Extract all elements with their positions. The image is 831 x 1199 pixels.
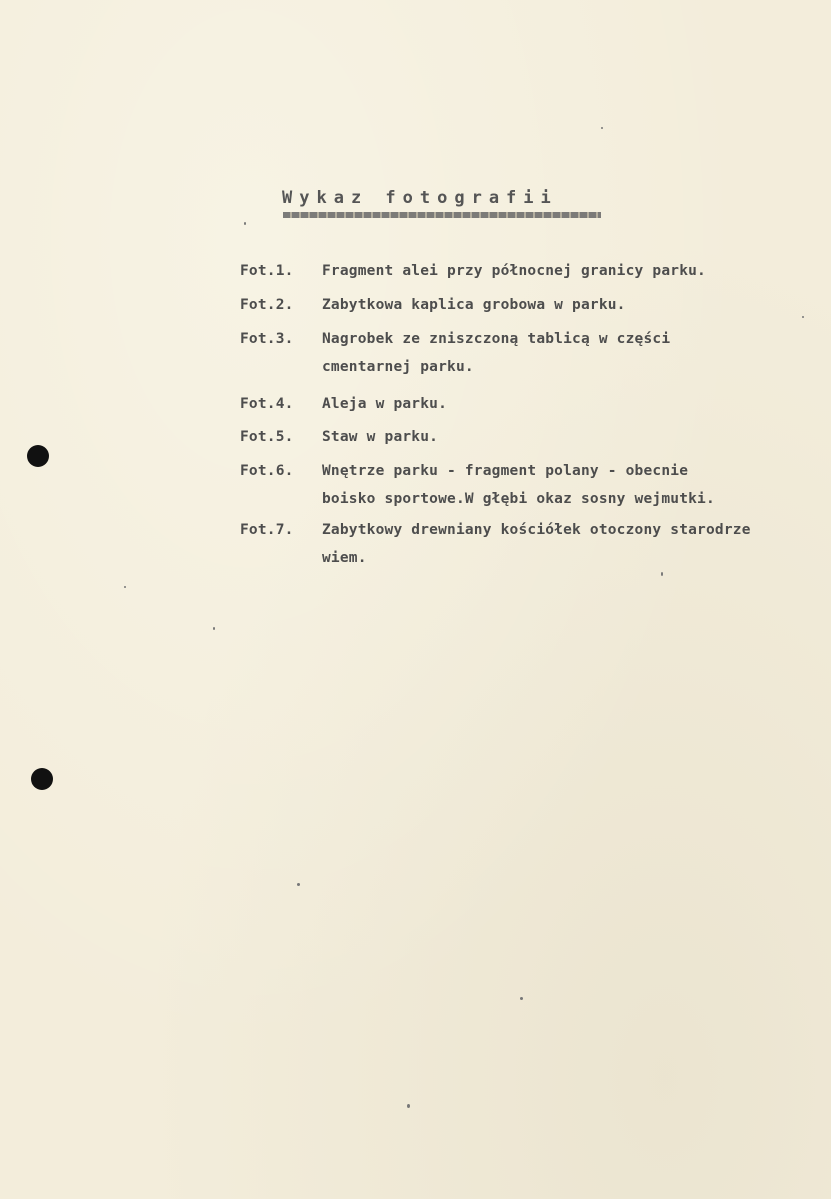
document-title: Wykaz fotografii [282, 188, 558, 208]
punch-hole [31, 768, 53, 790]
paper-speck [802, 316, 804, 318]
photo-list-item [240, 516, 751, 572]
photo-number: Fot.7. [240, 522, 294, 538]
photo-description: Fragment alei przy północnej granicy parku. [322, 263, 706, 279]
photo-list-item [240, 423, 438, 451]
photo-list-item [240, 291, 626, 319]
paper-speck [244, 222, 246, 225]
photo-list-item [240, 257, 706, 285]
photo-description: Staw w parku. [322, 429, 439, 445]
photo-number: Fot.2. [240, 297, 294, 313]
photo-description: Aleja w parku. [322, 396, 448, 412]
title-underline [283, 212, 601, 218]
paper-speck [297, 883, 300, 886]
paper-speck [213, 627, 215, 630]
photo-number: Fot.4. [240, 396, 294, 412]
photo-description: Wnętrze parku - fragment polany - obecnie boisko sportowe.W głębi okaz sosny wejmutki. [322, 463, 715, 507]
photo-list-item [240, 325, 670, 381]
photo-list-item [240, 390, 447, 418]
photo-number: Fot.1. [240, 263, 294, 279]
photo-description: Nagrobek ze zniszczoną tablicą w części cmentarnej parku. [322, 331, 671, 375]
photo-number: Fot.5. [240, 429, 294, 445]
photo-number: Fot.6. [240, 463, 294, 479]
punch-hole [27, 445, 49, 467]
photo-number: Fot.3. [240, 331, 294, 347]
photo-description: Zabytkowy drewniany kościółek otoczony starodrze wiem. [322, 522, 751, 566]
photo-description: Zabytkowa kaplica grobowa w parku. [322, 297, 626, 313]
paper-speck [520, 997, 523, 1000]
paper-speck [407, 1104, 410, 1108]
paper-speck [661, 572, 663, 576]
paper-speck [124, 586, 126, 588]
photo-list-item [240, 457, 715, 513]
paper-speck [601, 127, 603, 129]
